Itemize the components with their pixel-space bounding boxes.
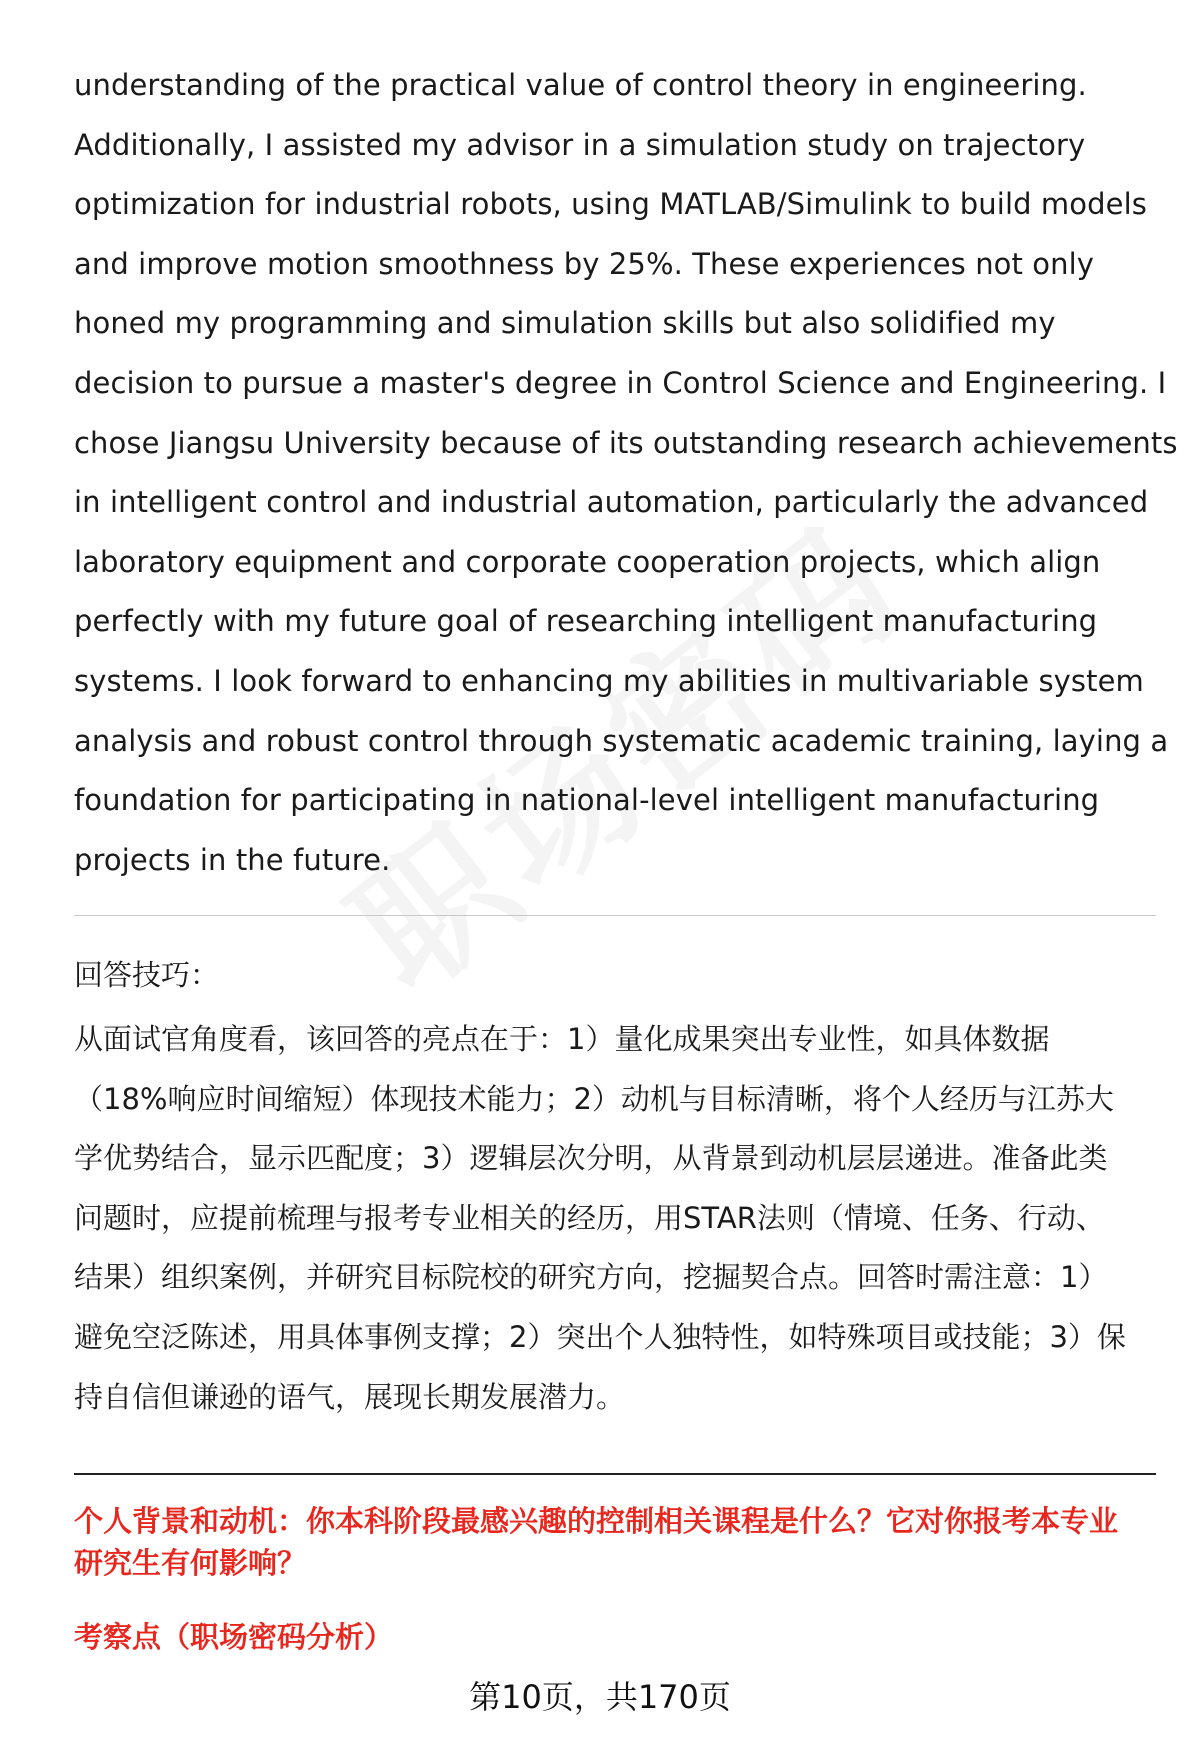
answer-line: understanding of the practical value of control theory in engineering. — [74, 68, 1087, 102]
tips-line: 结果）组织案例，并研究目标院校的研究方向，挖掘契合点。回答时需注意：1） — [74, 1260, 1108, 1295]
answer-line: decision to pursue a master's degree in Control Science and Engineering. I — [74, 365, 1167, 400]
tips-line: （18%响应时间缩短）体现技术能力；2）动机与目标清晰，将个人经历与江苏大 — [74, 1081, 1114, 1116]
sample-answer-text — [74, 56, 1178, 890]
answer-line: laboratory equipment and corporate cooperation projects, which align — [74, 544, 1101, 579]
tips-line: 学优势结合，显示匹配度；3）逻辑层次分明，从背景到动机层层递进。准备此类 — [74, 1141, 1108, 1176]
answer-line: and improve motion smoothness by 25%. These experiences not only — [74, 246, 1095, 281]
tips-body — [74, 1010, 1164, 1427]
question-line: 研究生有何影响？ — [74, 1546, 307, 1580]
question-divider — [74, 1473, 1156, 1475]
answer-line: chose Jiangsu University because of its outstanding research achievements — [74, 425, 1178, 460]
answer-line: optimization for industrial robots, using MATLAB/Simulink to build models — [74, 187, 1147, 222]
answer-line: in intelligent control and industrial automation, particularly the advanced — [74, 485, 1149, 520]
answer-line: analysis and robust control through systematic academic training, laying a — [74, 723, 1169, 758]
tips-line: 问题时，应提前梳理与报考专业相关的经历，用STAR法则（情境、任务、行动、 — [74, 1200, 1105, 1235]
answer-line: projects in the future. — [74, 842, 391, 877]
answer-line: systems. I look forward to enhancing my abilities in multivariable system — [74, 663, 1144, 698]
tips-line: 持自信但谦逊的语气，展现长期发展潜力。 — [74, 1379, 626, 1414]
tips-line: 从面试官角度看，该回答的亮点在于：1）量化成果突出专业性，如具体数据 — [74, 1022, 1050, 1056]
answer-line: Additionally, I assisted my advisor in a simulation study on trajectory — [74, 127, 1086, 162]
answer-line: honed my programming and simulation skills but also solidified my — [74, 306, 1056, 341]
tips-heading: 回答技巧： — [74, 958, 220, 992]
focus-heading: 考察点（职场密码分析） — [74, 1620, 394, 1654]
question-heading — [74, 1500, 1164, 1584]
answer-line: foundation for participating in national-level intelligent manufacturing — [74, 783, 1100, 818]
section-divider — [74, 915, 1156, 916]
answer-line: perfectly with my future goal of researching intelligent manufacturing — [74, 604, 1098, 639]
question-line: 个人背景和动机：你本科阶段最感兴趣的控制相关课程是什么？它对你报考本专业 — [74, 1504, 1119, 1538]
page-number: 第10页，共170页 — [469, 1678, 731, 1716]
tips-line: 避免空泛陈述，用具体事例支撑；2）突出个人独特性，如特殊项目或技能；3）保 — [74, 1319, 1126, 1354]
